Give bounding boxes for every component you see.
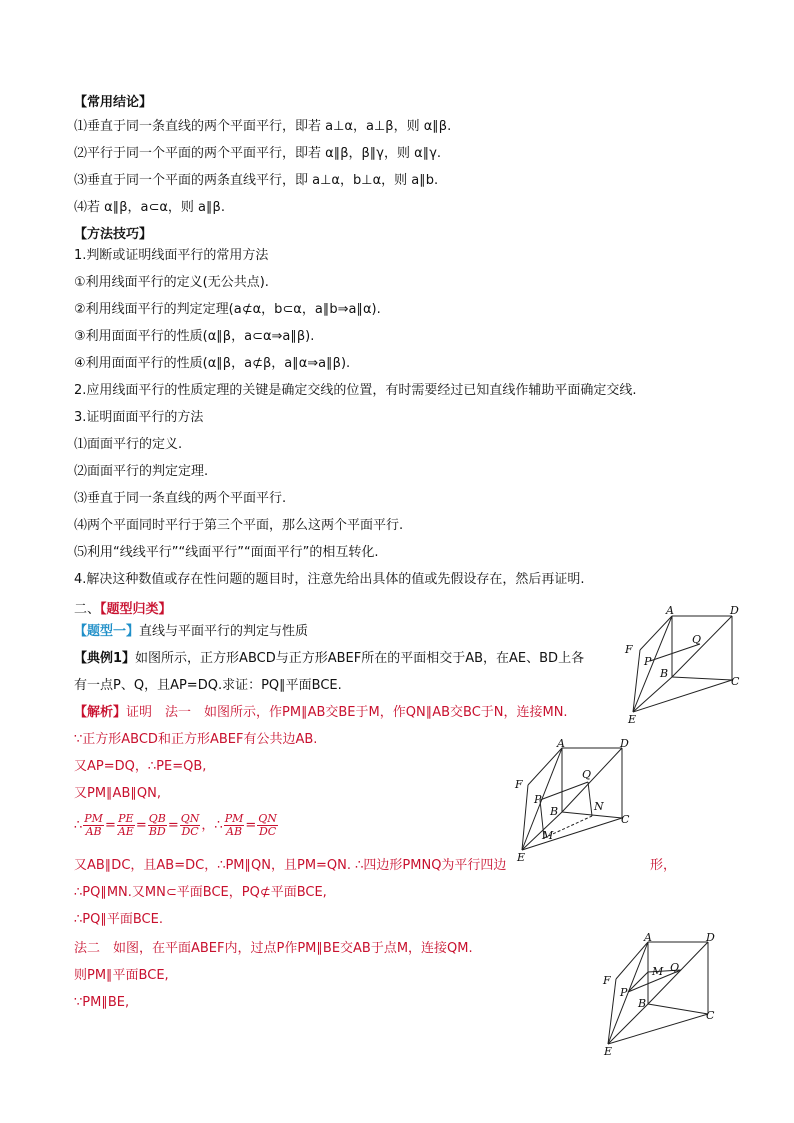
method-item-7: 3.证明面面平行的方法 (74, 410, 204, 425)
solution-line6a: 又AB∥DC，且AB=DC，∴PM∥QN，且PM=QN. ∴四边形PMNQ为平行四边 (74, 858, 507, 873)
fig1-label-a: A (666, 604, 674, 617)
fraction-qb-bd: $\frac{QB}{BD}$ (148, 812, 166, 838)
solution-line11: ∵PM∥BE, (74, 995, 130, 1010)
solution-line2: ∵正方形ABCD和正方形ABEF有公共边AB. (74, 732, 318, 747)
section-heading (74, 601, 172, 619)
fig2-label-p: P (534, 793, 542, 806)
example1-text1: 如图所示，正方形ABCD与正方形ABEF所在的平面相交于AB，在AE、BD上各 (135, 651, 585, 666)
equals-sign: = (135, 818, 147, 833)
fig2-label-b: B (550, 805, 559, 818)
conclusion-item-2: ⑵平行于同一个平面的两个平面平行，即若 α∥β，β∥γ，则 α∥γ. (74, 146, 442, 161)
conclusion-item-1: ⑴垂直于同一条直线的两个平面平行，即若 a⊥α，a⊥β，则 α∥β. (74, 119, 452, 134)
conclusions-heading: 【常用结论】 (74, 95, 153, 110)
fig1-label-q: Q (692, 633, 702, 646)
method-item-11: ⑷两个平面同时平行于第三个平面，那么这两个平面平行. (74, 518, 404, 533)
figure-2 (510, 738, 640, 863)
fig3-label-b: B (638, 997, 647, 1010)
equals-sign: = (167, 818, 179, 833)
equals-sign: = (104, 818, 116, 833)
example1-line1 (74, 650, 584, 668)
fig2-label-d: D (620, 737, 629, 750)
fig1-label-p: P (644, 655, 652, 668)
solution-line7: ∴PQ∥MN.又MN⊂平面BCE，PQ⊄平面BCE, (74, 885, 327, 900)
conclusion-item-3: ⑶垂直于同一个平面的两条直线平行，即 a⊥α，b⊥α，则 a∥b. (74, 173, 439, 188)
method-item-1: 1.判断或证明线面平行的常用方法 (74, 248, 269, 263)
solution-line9: 法二 如图，在平面ABEF内，过点P作PM∥BE交AB于点M，连接QM. (74, 941, 473, 956)
fig3-label-a: A (644, 931, 652, 944)
methods-heading: 【方法技巧】 (74, 227, 153, 242)
fig3-label-f: F (603, 974, 611, 987)
fig1-label-e: E (628, 713, 637, 726)
solution-tag: 【解析】 (74, 705, 127, 720)
example1-line2: 有一点P、Q，且AP=DQ.求证：PQ∥平面BCE. (74, 678, 342, 693)
fig3-label-c: C (706, 1009, 715, 1022)
fig2-label-c: C (621, 813, 630, 826)
fig3-label-m: M (652, 965, 664, 978)
method-item-13: 4.解决这种数值或存在性问题的题目时，注意先给出具体的值或先假设存在，然后再证明. (74, 572, 585, 587)
method-item-8: ⑴面面平行的定义. (74, 437, 183, 452)
type1-heading (74, 623, 308, 641)
method-item-10: ⑶垂直于同一条直线的两个平面平行. (74, 491, 287, 506)
solution-fraction-line (74, 812, 279, 840)
solution-text1: 证明 法一 如图所示，作PM∥AB交BE于M，作QN∥AB交BC于N，连接MN. (126, 705, 568, 720)
solution-line6b: 形， (650, 858, 677, 873)
method-item-9: ⑵面面平行的判定定理. (74, 464, 209, 479)
type1-tag: 【题型一】 (74, 624, 140, 639)
solution-line10: 则PM∥平面BCE, (74, 968, 169, 983)
section-prefix: 二、 (74, 602, 101, 617)
fraction-pm-ab: $\frac{PM}{AB}$ (84, 812, 103, 838)
fig2-label-q: Q (582, 768, 592, 781)
example1-tag: 【典例1】 (74, 651, 136, 666)
fraction-qn-dc: $\frac{QN}{DC}$ (180, 812, 200, 838)
therefore-symbol: ∴ (74, 818, 83, 833)
fig1-label-f: F (625, 643, 633, 656)
figure-3 (598, 932, 728, 1057)
fig2-label-f: F (515, 778, 523, 791)
method-item-6: 2.应用线面平行的性质定理的关键是确定交线的位置，有时需要经过已知直线作辅助平面确定交线. (74, 383, 637, 398)
section-title: 【题型归类】 (100, 602, 172, 617)
fig1-label-c: C (731, 675, 740, 688)
therefore-symbol-2: ，∴ (201, 818, 223, 833)
solution-line1 (74, 704, 568, 722)
fig3-label-q: Q (670, 961, 680, 974)
fig3-label-p: P (620, 986, 628, 999)
fraction-pe-ae: $\frac{PE}{AE}$ (117, 812, 134, 838)
solution-line8: ∴PQ∥平面BCE. (74, 912, 163, 927)
solution-line3: 又AP=DQ，∴PE=QB, (74, 759, 207, 774)
figure-1 (620, 600, 750, 725)
fig3-label-d: D (706, 931, 715, 944)
fig3-label-e: E (604, 1045, 613, 1058)
equals-sign: = (245, 818, 257, 833)
fraction-qn-dc-2: $\frac{QN}{DC}$ (258, 812, 277, 838)
type1-title: 直线与平面平行的判定与性质 (139, 624, 309, 639)
fig2-label-n: N (594, 800, 604, 813)
method-item-3: ②利用线面平行的判定定理(a⊄α，b⊂α，a∥b⇒a∥α). (74, 302, 381, 317)
fig2-label-a: A (557, 737, 565, 750)
fraction-pm-ab-2: $\frac{PM}{AB}$ (224, 812, 244, 838)
method-item-12: ⑸利用“线线平行”“线面平行”“面面平行”的相互转化. (74, 545, 379, 560)
solution-line4: 又PM∥AB∥QN, (74, 786, 161, 801)
fig2-label-e: E (517, 851, 526, 864)
method-item-2: ①利用线面平行的定义(无公共点). (74, 275, 269, 290)
fig2-label-m: M (542, 829, 554, 842)
fig1-label-b: B (660, 667, 669, 680)
method-item-5: ④利用面面平行的性质(α∥β，a⊄β，a∥α⇒a∥β). (74, 356, 351, 371)
conclusion-item-4: ⑷若 α∥β，a⊂α，则 a∥β. (74, 200, 225, 215)
method-item-4: ③利用面面平行的性质(α∥β，a⊂α⇒a∥β). (74, 329, 315, 344)
fig1-label-d: D (730, 604, 739, 617)
